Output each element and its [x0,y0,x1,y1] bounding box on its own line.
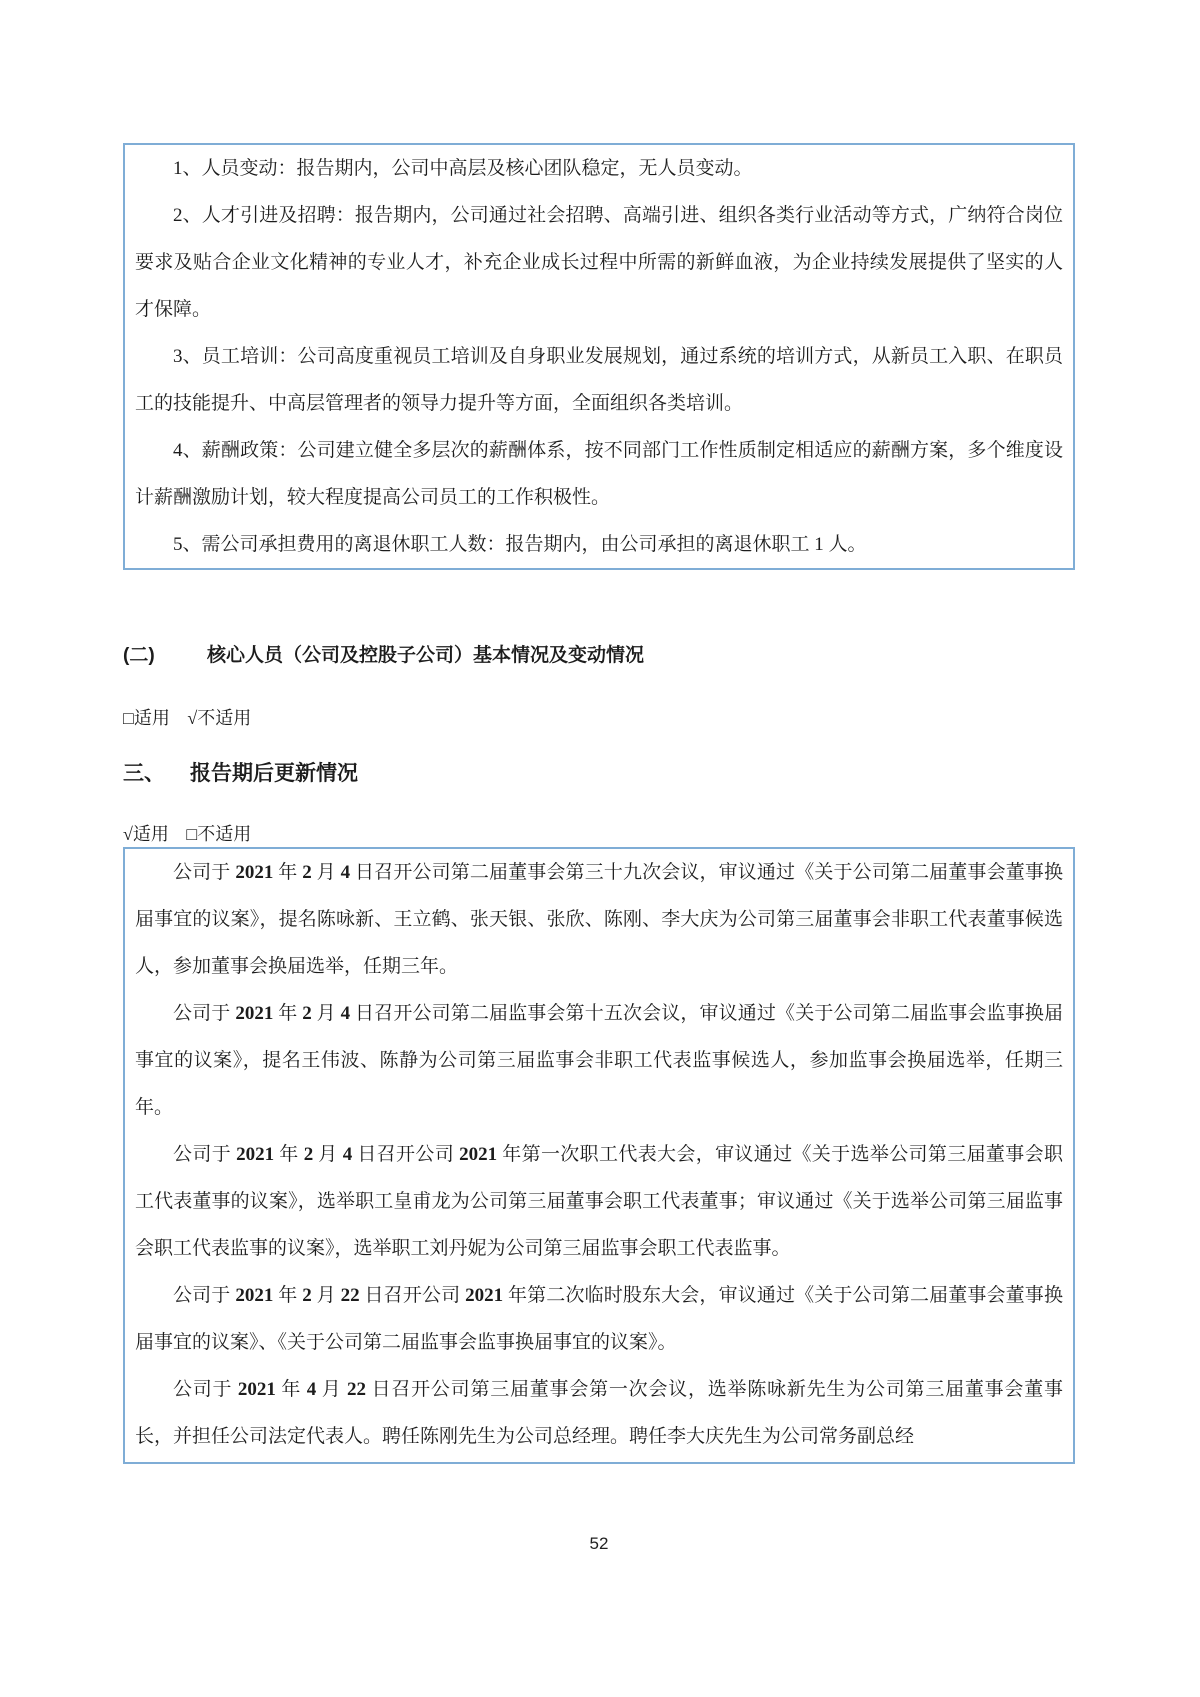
hr-paragraph-personnel-changes: 1、人员变动：报告期内，公司中高层及核心团队稳定，无人员变动。 [173,158,753,179]
checkbox-option-applicable: □适用 [123,708,170,728]
section-heading-post-period-updates [123,759,1075,789]
hr-paragraph-compensation-policy: 4、薪酬政策：公司建立健全多层次的薪酬体系，按不同部门工作性质制定相适应的薪酬方案，多个维度设计薪酬激励计划，较大程度提高公司员工的工作积极性。 [135,440,1063,508]
hr-details-box [123,143,1075,570]
hr-paragraph-recruitment: 2、人才引进及招聘：报告期内，公司通过社会招聘、高端引进、组织各类行业活动等方式，广纳符合岗位要求及贴合企业文化精神的专业人才，补充企业成长过程中所需的新鲜血液，为企业持续发展提供了坚实的人才保障。 [135,205,1063,320]
post-period-updates-box [123,847,1075,1464]
page-number: 52 [589,1534,609,1553]
update-paragraph-board-meeting-39: 公司于 2021 年 2 月 4 日召开公司第二届董事会第三十九次会议，审议通过《关于公司第二届董事会董事换届事宜的议案》，提名陈咏新、王立鹤、张天银、张欣、陈刚、李大庆为公司第三届董事会非职工代表董事候选人，参加董事会换届选举，任期三年。 [135,862,1063,977]
checkbox-option-not-applicable: √不适用 [187,708,252,728]
section-title: 报告期后更新情况 [190,762,358,785]
checkbox-option-not-applicable: □不适用 [186,824,252,844]
section-number: 三、 [123,762,165,785]
update-paragraph-shareholders-meeting: 公司于 2021 年 2 月 22 日召开公司 2021 年第二次临时股东大会，审议通过《关于公司第二届董事会董事换届事宜的议案》、《关于公司第二届监事会监事换届事宜的议案》。 [135,1285,1063,1353]
update-paragraph-supervisory-meeting-15: 公司于 2021 年 2 月 4 日召开公司第二届监事会第十五次会议，审议通过《关于公司第二届监事会监事换届事宜的议案》，提名王伟波、陈静为公司第三届监事会非职工代表监事候选人，参加监事会换届选举，任期三年。 [135,1003,1063,1118]
hr-paragraph-retirees: 5、需公司承担费用的离退休职工人数：报告期内，由公司承担的离退休职工 1 人。 [173,534,867,555]
section-heading-core-personnel [123,643,1075,669]
update-paragraph-third-board-first-meeting: 公司于 2021 年 4 月 22 日召开公司第三届董事会第一次会议，选举陈咏新先生为公司第三届董事会董事长，并担任公司法定代表人。聘任陈刚先生为公司总经理。聘任李大庆先生为公司常务副总经 [135,1379,1063,1447]
section-number: (二) [123,645,155,666]
section-title: 核心人员（公司及控股子公司）基本情况及变动情况 [207,645,645,666]
update-paragraph-employee-congress: 公司于 2021 年 2 月 4 日召开公司 2021 年第一次职工代表大会，审议通过《关于选举公司第三届董事会职工代表董事的议案》，选举职工皇甫龙为公司第三届董事会职工代表董事；审议通过《关于选举公司第三届监事会职工代表监事的议案》，选举职工刘丹妮为公司第三届监事会职工代表监事。 [135,1144,1063,1259]
checkbox-option-applicable: √适用 [123,824,169,844]
applicability-line-core-personnel [123,705,1075,731]
hr-paragraph-training: 3、员工培训：公司高度重视员工培训及自身职业发展规划，通过系统的培训方式，从新员工入职、在职员工的技能提升、中高层管理者的领导力提升等方面，全面组织各类培训。 [135,346,1063,414]
applicability-line-post-period [123,821,1075,847]
